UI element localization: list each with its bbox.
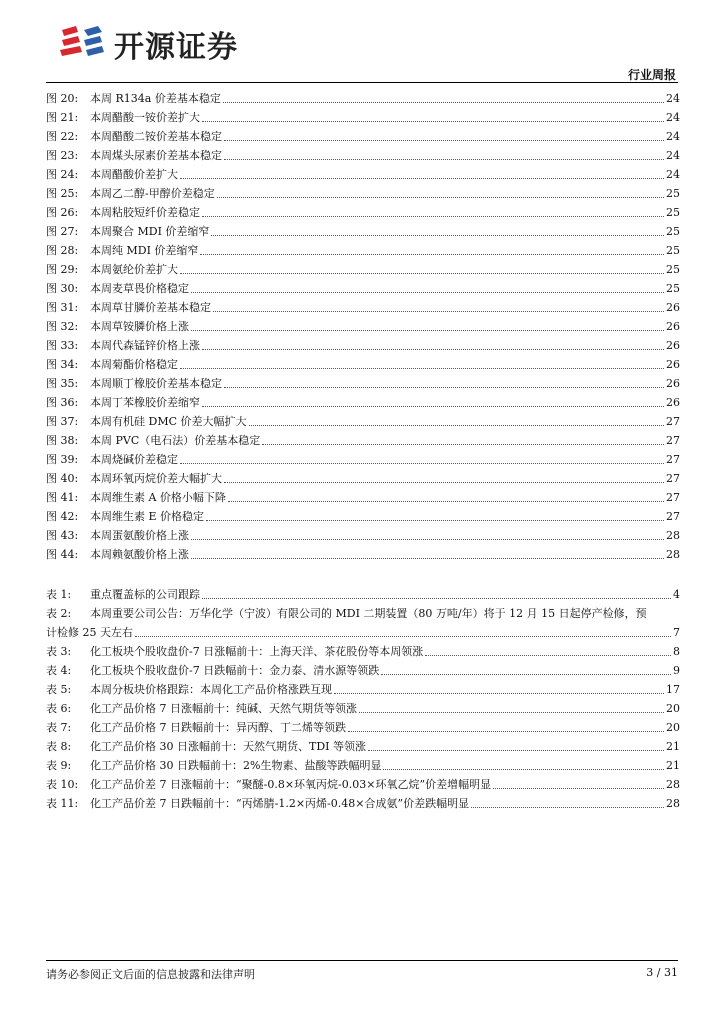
toc-entry-page: 27 xyxy=(666,453,680,466)
toc-entry-label: 表 9: xyxy=(46,759,72,772)
figure-list xyxy=(46,89,680,564)
logo-mark-icon xyxy=(58,24,106,64)
toc-entry[interactable] xyxy=(46,775,680,794)
toc-entry[interactable] xyxy=(46,89,680,108)
leader-dots xyxy=(206,507,664,521)
toc-entry-page: 25 xyxy=(666,187,680,200)
leader-dots xyxy=(471,794,664,808)
toc-entry-label: 图 29: xyxy=(46,263,79,276)
toc-entry[interactable] xyxy=(46,450,680,469)
leader-dots xyxy=(368,737,664,751)
leader-dots xyxy=(200,241,664,255)
leader-dots xyxy=(180,450,664,464)
toc-entry-label: 表 7: xyxy=(46,721,72,734)
toc-entry-label: 表 11: xyxy=(46,797,79,810)
leader-dots xyxy=(180,355,664,369)
toc-entry-page: 27 xyxy=(666,415,680,428)
toc-entry-label: 图 32: xyxy=(46,320,79,333)
toc-entry-page: 21 xyxy=(666,740,680,753)
toc-entry[interactable] xyxy=(46,680,680,699)
toc-entry-page: 24 xyxy=(666,168,680,181)
leader-dots xyxy=(228,488,664,502)
toc-entry-label: 图 26: xyxy=(46,206,79,219)
toc-entry-label: 图 30: xyxy=(46,282,79,295)
toc-entry[interactable] xyxy=(46,336,680,355)
toc-entry-label: 图 23: xyxy=(46,149,79,162)
toc-entry[interactable] xyxy=(46,355,680,374)
toc-entry-title: 本周赖氨酸价格上涨 xyxy=(90,548,189,561)
leader-dots xyxy=(383,756,664,770)
toc-entry-page: 24 xyxy=(666,130,680,143)
toc-entry-label: 图 20: xyxy=(46,92,79,105)
toc-entry-title: 本周维生素 A 价格小幅下降 xyxy=(90,491,226,504)
toc-entry-line xyxy=(46,604,680,623)
toc-entry-page: 27 xyxy=(666,510,680,523)
toc-entry-label: 表 6: xyxy=(46,702,72,715)
toc-entry-page: 28 xyxy=(666,529,680,542)
toc-entry-title: 本周煤头尿素价差基本稳定 xyxy=(90,149,222,162)
leader-dots xyxy=(217,184,664,198)
toc-entry[interactable] xyxy=(46,488,680,507)
table-list xyxy=(46,585,680,813)
toc-entry-title: 化工产品价差 7 日跌幅前十：“丙烯腈-1.2×丙烯-0.48×合成氨”价差跌幅明显 xyxy=(90,797,470,810)
toc-entry-title: 化工产品价格 30 日跌幅前十：2%生物素、盐酸等跌幅明显 xyxy=(90,759,382,772)
leader-dots xyxy=(348,718,664,732)
leader-dots xyxy=(425,642,671,656)
toc-entry[interactable] xyxy=(46,585,680,604)
footer xyxy=(46,966,678,982)
toc-entry-title: 本周 R134a 价差基本稳定 xyxy=(90,92,221,105)
toc-entry-label: 图 21: xyxy=(46,111,79,124)
toc-entry-page: 28 xyxy=(666,778,680,791)
toc-entry-label: 图 37: xyxy=(46,415,79,428)
toc-entry-page: 27 xyxy=(666,472,680,485)
toc-entry-label: 图 39: xyxy=(46,453,79,466)
toc-entry-label: 表 1: xyxy=(46,588,72,601)
toc-entry-title: 本周代森锰锌价格上涨 xyxy=(90,339,200,352)
toc-entry[interactable] xyxy=(46,279,680,298)
toc-entry-page: 28 xyxy=(666,548,680,561)
toc-entry-label: 图 22: xyxy=(46,130,79,143)
toc-entry-label: 图 40: xyxy=(46,472,79,485)
toc-entry-title: 本周粘胶短纤价差稳定 xyxy=(90,206,200,219)
toc-entry[interactable] xyxy=(46,737,680,756)
toc-entry-label: 图 33: xyxy=(46,339,79,352)
toc-entry-page: 20 xyxy=(666,721,680,734)
toc-entry-title: 化工产品价差 7 日涨幅前十：“聚醚-0.8×环氧丙烷-0.03×环氧乙烷”价差增幅明显 xyxy=(90,778,492,791)
toc-entry-page: 25 xyxy=(666,263,680,276)
toc-entry-title: 本周聚合 MDI 价差缩窄 xyxy=(90,225,210,238)
leader-dots xyxy=(262,431,664,445)
toc-entry-title: 本周菊酯价格稳定 xyxy=(90,358,178,371)
toc-entry-page: 26 xyxy=(666,339,680,352)
toc-entry-title-continued: 计检修 25 天左右 xyxy=(46,626,133,639)
toc-entry-label: 图 36: xyxy=(46,396,79,409)
toc-entry-title: 化工产品价格 7 日涨幅前十：纯碱、天然气期货等领涨 xyxy=(90,702,357,715)
toc-entry[interactable] xyxy=(46,260,680,279)
toc-entry-label: 图 42: xyxy=(46,510,79,523)
footer-divider xyxy=(46,960,678,961)
toc-entry-title: 化工板块个股收盘价-7 日跌幅前十：金力泰、清水源等领跌 xyxy=(90,664,380,677)
toc-entry-label: 表 2: xyxy=(46,607,72,620)
leader-dots xyxy=(191,317,664,331)
toc-entry[interactable] xyxy=(46,718,680,737)
header-divider xyxy=(46,82,678,83)
toc-entry-title: 本周醋酸二铵价差基本稳定 xyxy=(90,130,222,143)
toc-entry[interactable] xyxy=(46,146,680,165)
leader-dots xyxy=(191,279,664,293)
toc-entry-title: 本周醋酸价差扩大 xyxy=(90,168,178,181)
toc-entry-label: 图 28: xyxy=(46,244,79,257)
toc-entry-label: 图 35: xyxy=(46,377,79,390)
toc-entry-title: 本周维生素 E 价格稳定 xyxy=(90,510,205,523)
toc-entry-page: 26 xyxy=(666,396,680,409)
leader-dots xyxy=(202,108,664,122)
toc-entry[interactable] xyxy=(46,794,680,813)
toc-entry[interactable] xyxy=(46,545,680,564)
toc-entry[interactable] xyxy=(46,222,680,241)
toc-entry-label: 图 34: xyxy=(46,358,79,371)
leader-dots xyxy=(211,222,664,236)
toc-entry[interactable] xyxy=(46,374,680,393)
leader-dots xyxy=(223,89,664,103)
toc-entry-page: 28 xyxy=(666,797,680,810)
toc-entry-line xyxy=(46,623,680,642)
toc-entry-title: 本周氨纶价差扩大 xyxy=(90,263,178,276)
leader-dots xyxy=(180,260,664,274)
toc-entry-label: 图 27: xyxy=(46,225,79,238)
toc-entry-page: 20 xyxy=(666,702,680,715)
toc-entry[interactable] xyxy=(46,108,680,127)
toc-entry-title: 本周乙二醇-甲醇价差稳定 xyxy=(90,187,215,200)
toc-entry-page: 25 xyxy=(666,225,680,238)
page-number: 3 / 31 xyxy=(646,966,678,979)
toc-entry-title: 本周重要公司公告：万华化学（宁波）有限公司的 MDI 二期装置（80 万吨/年）将于 12 月 15 日起停产检修，预 xyxy=(90,607,647,620)
leader-dots xyxy=(381,661,671,675)
leader-dots xyxy=(249,412,665,426)
toc-entry[interactable] xyxy=(46,469,680,488)
toc-entry-title: 重点覆盖标的公司跟踪 xyxy=(90,588,200,601)
leader-dots xyxy=(493,775,664,789)
toc-entry[interactable] xyxy=(46,699,680,718)
disclaimer-text: 请务必参阅正文后面的信息披露和法律声明 xyxy=(46,968,255,981)
toc-entry[interactable] xyxy=(46,507,680,526)
toc-entry[interactable] xyxy=(46,298,680,317)
brand-logo xyxy=(58,22,238,66)
leader-dots xyxy=(191,545,664,559)
toc-entry-page: 25 xyxy=(666,282,680,295)
toc-entry-label: 表 4: xyxy=(46,664,72,677)
toc-entry-page: 9 xyxy=(673,664,680,677)
toc-entry[interactable] xyxy=(46,604,680,642)
toc-entry-label: 表 3: xyxy=(46,645,72,658)
leader-dots xyxy=(224,469,664,483)
toc-entry-title: 本周烧碱价差稳定 xyxy=(90,453,178,466)
toc-entry-page: 27 xyxy=(666,491,680,504)
toc-entry-page: 24 xyxy=(666,92,680,105)
toc-entry-title: 化工板块个股收盘价-7 日涨幅前十：上海天洋、茶花股份等本周领涨 xyxy=(90,645,424,658)
toc-entry-label: 图 24: xyxy=(46,168,79,181)
toc-entry-page: 24 xyxy=(666,111,680,124)
toc-entry[interactable] xyxy=(46,127,680,146)
toc-entry-page: 25 xyxy=(666,206,680,219)
leader-dots xyxy=(135,623,671,637)
toc-entry-title: 化工产品价格 30 日涨幅前十：天然气期货、TDI 等领涨 xyxy=(90,740,366,753)
leader-dots xyxy=(202,203,664,217)
toc-entry[interactable] xyxy=(46,642,680,661)
toc-entry-page: 24 xyxy=(666,149,680,162)
toc-entry-page: 26 xyxy=(666,320,680,333)
leader-dots xyxy=(359,699,664,713)
toc-entry-title: 本周分板块价格跟踪：本周化工产品价格涨跌互现 xyxy=(90,683,332,696)
toc-entry-title: 本周纯 MDI 价差缩窄 xyxy=(90,244,199,257)
toc-entry-label: 图 41: xyxy=(46,491,79,504)
leader-dots xyxy=(191,526,664,540)
toc-entry[interactable] xyxy=(46,165,680,184)
toc-entry-page: 8 xyxy=(673,645,680,658)
leader-dots xyxy=(202,585,671,599)
toc-entry-page: 17 xyxy=(666,683,680,696)
toc-entry-label: 表 10: xyxy=(46,778,79,791)
toc-entry[interactable] xyxy=(46,661,680,680)
toc-entry-page: 26 xyxy=(666,301,680,314)
toc-entry-label: 表 8: xyxy=(46,740,72,753)
leader-dots xyxy=(224,146,664,160)
toc-entry-page: 7 xyxy=(673,626,680,639)
toc-entry-title: 本周蛋氨酸价格上涨 xyxy=(90,529,189,542)
toc-entry-title: 本周环氧丙烷价差大幅扩大 xyxy=(90,472,222,485)
toc-entry-title: 本周醋酸一铵价差扩大 xyxy=(90,111,200,124)
leader-dots xyxy=(202,336,664,350)
toc-entry-title: 本周麦草畏价格稳定 xyxy=(90,282,189,295)
leader-dots xyxy=(334,680,664,694)
toc-entry-label: 图 38: xyxy=(46,434,79,447)
toc-entry-label: 表 5: xyxy=(46,683,72,696)
toc-entry-title: 本周顺丁橡胶价差基本稳定 xyxy=(90,377,222,390)
toc-entry-title: 本周丁苯橡胶价差缩窄 xyxy=(90,396,200,409)
leader-dots xyxy=(180,165,664,179)
toc-entry-page: 4 xyxy=(673,588,680,601)
toc-entry[interactable] xyxy=(46,241,680,260)
report-type: 行业周报 xyxy=(627,68,676,82)
toc-entry-label: 图 43: xyxy=(46,529,79,542)
toc-entry-label: 图 44: xyxy=(46,548,79,561)
toc-entry[interactable] xyxy=(46,756,680,775)
toc-entry[interactable] xyxy=(46,203,680,222)
toc-entry[interactable] xyxy=(46,526,680,545)
toc-entry-title: 本周 PVC（电石法）价差基本稳定 xyxy=(90,434,261,447)
toc-entry-label: 图 25: xyxy=(46,187,79,200)
toc-entry-title: 本周有机硅 DMC 价差大幅扩大 xyxy=(90,415,247,428)
toc-entry-page: 26 xyxy=(666,358,680,371)
toc-entry-page: 26 xyxy=(666,377,680,390)
toc-entry-page: 27 xyxy=(666,434,680,447)
brand-name: 开源证券 xyxy=(114,30,238,65)
toc-entry[interactable] xyxy=(46,393,680,412)
toc-entry-title: 本周草甘膦价差基本稳定 xyxy=(90,301,211,314)
toc-entry-page: 25 xyxy=(666,244,680,257)
leader-dots xyxy=(213,298,664,312)
toc-entry-label: 图 31: xyxy=(46,301,79,314)
toc-entry[interactable] xyxy=(46,184,680,203)
toc-entry[interactable] xyxy=(46,317,680,336)
toc-entry-title: 本周草铵膦价格上涨 xyxy=(90,320,189,333)
toc-entry[interactable] xyxy=(46,412,680,431)
toc-entry-page: 21 xyxy=(666,759,680,772)
leader-dots xyxy=(202,393,664,407)
toc-entry[interactable] xyxy=(46,431,680,450)
leader-dots xyxy=(224,127,664,141)
leader-dots xyxy=(224,374,664,388)
toc-entry-title: 化工产品价格 7 日跌幅前十：异丙醇、丁二烯等领跌 xyxy=(90,721,346,734)
